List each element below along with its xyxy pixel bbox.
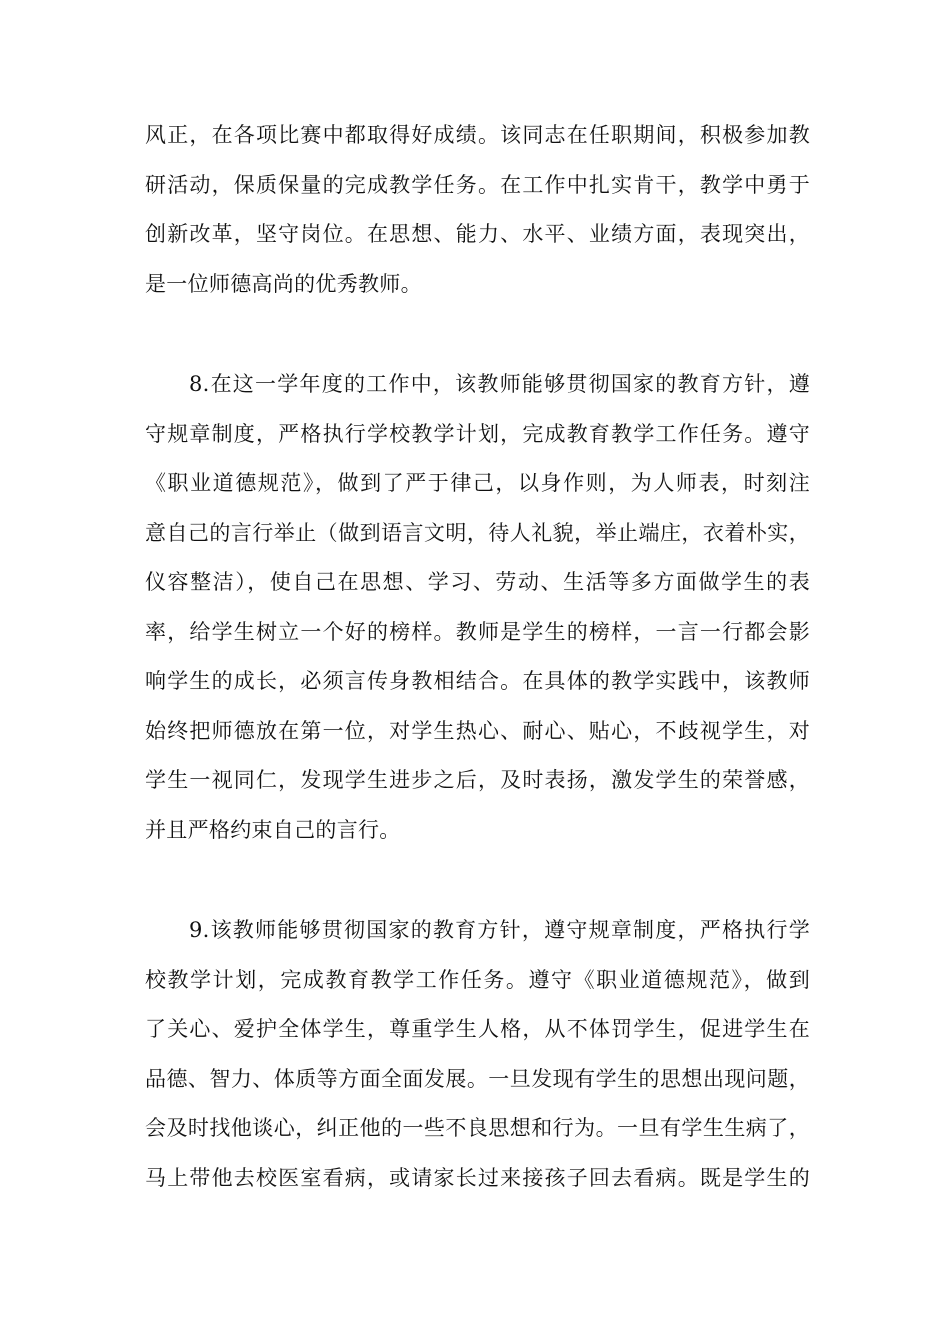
text-line: 学生一视同仁，发现学生进步之后，及时表扬，激发学生的荣誉感， [145,768,810,792]
text-line: 并且严格约束自己的言行。 [145,817,401,842]
paragraph-9 [145,906,810,1203]
text-line: 创新改革，坚守岗位。在思想、能力、水平、业绩方面，表现突出， [145,222,810,246]
text-line: 《职业道德规范》，做到了严于律己，以身作则，为人师表，时刻注 [145,471,810,495]
text-line: 9.该教师能够贯彻国家的教育方针，遵守规章制度，严格执行学 [189,918,810,942]
text-line: 守规章制度，严格执行学校教学计划，完成教育教学工作任务。遵守 [145,421,810,446]
text-line: 率，给学生树立一个好的榜样。教师是学生的榜样，一言一行都会影 [145,619,810,644]
text-line: 校教学计划，完成教育教学工作任务。遵守《职业道德规范》，做到 [145,967,810,992]
paragraph-7-continuation [145,111,810,309]
text-line: 了关心、爱护全体学生，尊重学生人格，从不体罚学生，促进学生在 [145,1017,810,1041]
text-line: 响学生的成长，必须言传身教相结合。在具体的教学实践中，该教师 [145,669,810,693]
text-line: 意自己的言行举止（做到语言文明，待人礼貌，举止端庄，衣着朴实， [145,520,810,545]
text-line: 品德、智力、体质等方面全面发展。一旦发现有学生的思想出现问题， [145,1066,810,1091]
text-line: 风正，在各项比赛中都取得好成绩。该同志在任职期间，积极参加教 [145,123,810,147]
text-line: 会及时找他谈心，纠正他的一些不良思想和行为。一旦有学生生病了， [145,1116,810,1140]
paragraph-8 [145,360,810,855]
text-line: 8.在这一学年度的工作中，该教师能够贯彻国家的教育方针，遵 [189,372,810,396]
text-line: 仪容整洁），使自己在思想、学习、劳动、生活等多方面做学生的表 [145,570,810,594]
text-line: 研活动，保质保量的完成教学任务。在工作中扎实肯干，教学中勇于 [145,172,810,197]
text-line: 是一位师德高尚的优秀教师。 [145,271,422,296]
text-line: 马上带他去校医室看病，或请家长过来接孩子回去看病。既是学生的 [145,1165,810,1190]
text-line: 始终把师德放在第一位，对学生热心、耐心、贴心，不歧视学生，对 [145,718,810,743]
